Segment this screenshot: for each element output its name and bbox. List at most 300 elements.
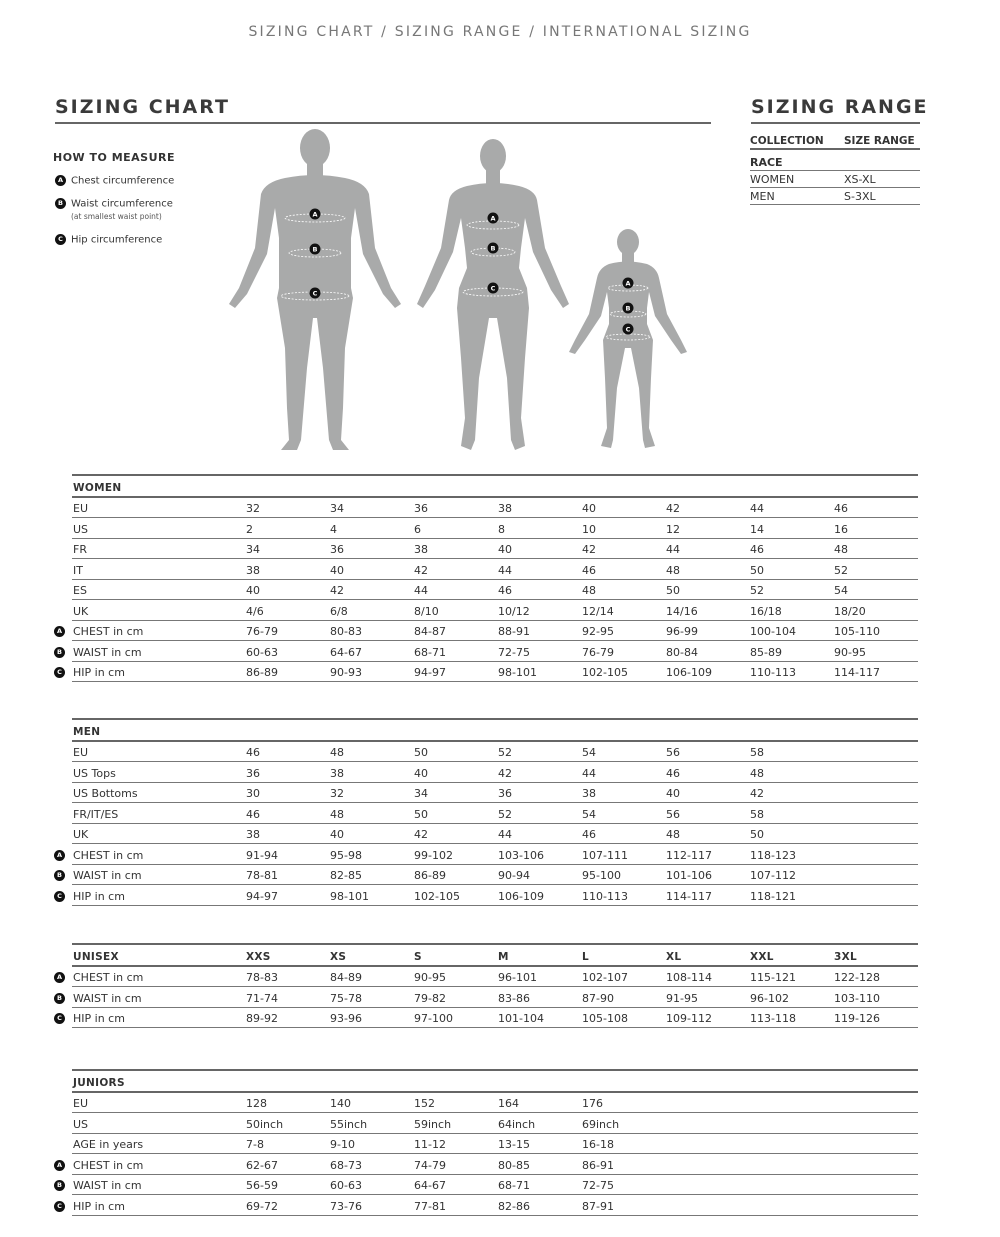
table-cell: 50 (750, 563, 764, 577)
sizing-chart-title: SIZING CHART (55, 96, 230, 118)
table-cell: 48 (582, 584, 596, 597)
table-cell: 91-94 (246, 848, 278, 862)
table-cell: 8 (498, 522, 505, 536)
table-cell: 82-85 (330, 869, 362, 882)
table-cell: 110-113 (750, 666, 796, 679)
table-cell: 105-110 (834, 625, 880, 638)
table-cell: 107-112 (750, 869, 796, 882)
table-cell: 84-87 (414, 625, 446, 638)
body-figures-illustration (215, 128, 705, 458)
table-cell: 38 (330, 766, 344, 780)
size-range-col-header: SIZE RANGE (844, 135, 915, 147)
table-cell: 48 (750, 766, 764, 780)
table-cell: 6 (414, 522, 421, 536)
table-title-row (72, 718, 918, 742)
table-cell: 50 (750, 828, 764, 841)
svg-text:B: B (312, 245, 318, 254)
row-label: CHEST in cm (73, 1158, 144, 1172)
table-cell: 4/6 (246, 604, 264, 618)
table-cell: 83-86 (498, 991, 530, 1005)
table-cell: 32 (330, 787, 344, 800)
table-cell: 60-63 (330, 1179, 362, 1192)
table-cell: 103-110 (834, 991, 880, 1005)
table-row (72, 1093, 918, 1114)
table-cell: 13-15 (498, 1138, 530, 1151)
table-title: WOMEN (73, 481, 122, 494)
svg-text:A: A (625, 279, 631, 288)
svg-text:B: B (625, 304, 631, 313)
table-cell: 14/16 (666, 604, 698, 618)
table-cell: 16 (834, 522, 848, 536)
table-cell: 48 (666, 828, 680, 841)
table-cell: 46 (246, 807, 260, 821)
table-cell: 112-117 (666, 848, 712, 862)
table-cell: 2 (246, 522, 253, 536)
table-row (57, 865, 918, 886)
size-range-cell: S-3XL (844, 190, 876, 203)
table-cell: 106-109 (666, 666, 712, 679)
table-cell: 94-97 (414, 666, 446, 679)
table-cell: 56 (666, 746, 680, 759)
table-cell: 73-76 (330, 1199, 362, 1213)
row-label: FR/IT/ES (73, 807, 119, 821)
table-cell: 76-79 (246, 625, 278, 638)
sizing-range-row (750, 188, 920, 205)
table-cell: 95-100 (582, 869, 621, 882)
table-cell: 34 (414, 787, 428, 800)
table-cell: 36 (498, 787, 512, 800)
legend-waist (55, 198, 173, 221)
table-row (57, 885, 918, 906)
row-label: WAIST in cm (73, 991, 142, 1005)
row-label: US (73, 522, 89, 536)
table-cell: 69inch (582, 1117, 620, 1131)
table-cell: 64-67 (414, 1179, 446, 1192)
table-cell: 68-71 (498, 1179, 530, 1192)
table-cell: 71-74 (246, 991, 278, 1005)
table-cell: 52 (498, 746, 512, 759)
table-cell: 18/20 (834, 604, 866, 618)
table-cell: 96-99 (666, 625, 698, 638)
table-cell: 48 (666, 563, 680, 577)
table-row (56, 1154, 918, 1175)
table-cell: 42 (582, 543, 596, 556)
table-cell: 128 (246, 1097, 267, 1110)
table-cell: 36 (414, 502, 428, 515)
table-cell: 164 (498, 1097, 519, 1110)
table-cell: 50 (666, 584, 680, 597)
legend-chest (55, 175, 174, 187)
legend-hip (55, 234, 162, 246)
legend-hip-label: Hip circumference (71, 234, 163, 246)
waist-badge-icon: B (55, 198, 66, 209)
sizing-range-title: SIZING RANGE (751, 96, 929, 118)
table-cell: 113-118 (750, 1012, 796, 1025)
svg-text:C: C (625, 325, 631, 334)
table-cell: 16/18 (750, 604, 782, 618)
collection-cell: MEN (750, 190, 775, 203)
table-cell: 50 (414, 807, 428, 821)
table-cell: 74-79 (414, 1158, 446, 1172)
table-row (72, 824, 918, 845)
table-cell: 85-89 (750, 645, 782, 659)
female-figure (417, 139, 569, 450)
table-cell: 64inch (498, 1117, 536, 1131)
table-cell: 64-67 (330, 645, 362, 659)
table-row (56, 621, 918, 642)
table-cell: 152 (414, 1097, 435, 1110)
table-cell: 72-75 (498, 645, 530, 659)
table-cell: 114-117 (834, 666, 880, 679)
table-cell: 42 (414, 828, 428, 841)
legend-waist-note: (at smallest waist point) (71, 211, 162, 221)
chest-badge-icon: A (55, 175, 66, 186)
table-cell: 44 (750, 502, 764, 515)
table-cell: 72-75 (582, 1179, 614, 1192)
table-cell: 118-123 (750, 848, 796, 862)
table-title-row (72, 943, 918, 967)
table-title-row (72, 1069, 918, 1093)
table-title: JUNIORS (73, 1076, 125, 1089)
row-label: CHEST in cm (73, 971, 144, 984)
table-row (57, 1008, 918, 1029)
table-cell: 44 (582, 766, 596, 780)
table-cell: 14 (750, 522, 764, 536)
table-cell: 84-89 (330, 971, 362, 984)
race-group-label: RACE (750, 156, 783, 169)
table-cell: 68-71 (414, 645, 446, 659)
table-cell: 103-106 (498, 848, 544, 862)
row-label: AGE in years (73, 1138, 144, 1151)
table-cell: 4 (330, 522, 337, 536)
size-header-cell: L (582, 950, 589, 963)
table-cell: 11-12 (414, 1138, 446, 1151)
table-cell: 16-18 (582, 1138, 614, 1151)
table-cell: 42 (666, 502, 680, 515)
table-title-row (72, 474, 918, 498)
size-header-cell: XXS (246, 950, 271, 963)
table-cell: 9-10 (330, 1138, 355, 1151)
table-cell: 96-101 (498, 971, 537, 984)
table-row (72, 580, 918, 601)
table-cell: 86-89 (414, 869, 446, 882)
men-size-table (56, 718, 918, 906)
table-cell: 79-82 (414, 991, 446, 1005)
table-cell: 140 (330, 1097, 351, 1110)
table-row (72, 783, 918, 804)
women-size-table (56, 474, 918, 682)
svg-text:A: A (490, 214, 496, 223)
size-header-cell: S (414, 950, 422, 963)
sizing-chart-divider (55, 122, 711, 124)
size-header-cell: 3XL (834, 950, 857, 963)
table-cell: 75-78 (330, 991, 362, 1005)
table-cell: 58 (750, 746, 764, 759)
row-label: ES (73, 584, 87, 597)
table-cell: 100-104 (750, 625, 796, 638)
table-row (72, 600, 918, 621)
svg-text:A: A (312, 210, 318, 219)
table-cell: 118-121 (750, 889, 796, 903)
table-cell: 80-85 (498, 1158, 530, 1172)
hip-badge-icon: C (54, 1013, 65, 1024)
table-cell: 52 (498, 807, 512, 821)
table-cell: 40 (666, 787, 680, 800)
table-cell: 95-98 (330, 848, 362, 862)
table-cell: 46 (666, 766, 680, 780)
table-cell: 89-92 (246, 1012, 278, 1025)
sizing-range-divider (751, 122, 920, 124)
chest-marker-icon (488, 213, 499, 224)
table-cell: 107-111 (582, 848, 628, 862)
table-cell: 44 (498, 563, 512, 577)
table-cell: 44 (666, 543, 680, 556)
svg-text:C: C (490, 284, 496, 293)
table-cell: 102-105 (582, 666, 628, 679)
table-cell: 56-59 (246, 1179, 278, 1192)
table-cell: 80-83 (330, 625, 362, 638)
table-cell: 8/10 (414, 604, 439, 618)
table-cell: 10 (582, 522, 596, 536)
junior-figure (569, 229, 687, 448)
table-row (57, 662, 918, 683)
table-cell: 55inch (330, 1117, 368, 1131)
table-cell: 58 (750, 807, 764, 821)
table-title: MEN (73, 725, 101, 738)
table-cell: 76-79 (582, 645, 614, 659)
table-cell: 46 (498, 584, 512, 597)
table-row (72, 1134, 918, 1155)
waist-badge-icon: B (54, 1180, 65, 1191)
table-cell: 59inch (414, 1117, 452, 1131)
table-row (72, 803, 918, 824)
table-cell: 12/14 (582, 604, 614, 618)
table-cell: 90-95 (834, 645, 866, 659)
collection-cell: WOMEN (750, 173, 795, 186)
table-cell: 42 (498, 766, 512, 780)
table-row (56, 967, 918, 988)
row-label: US Tops (73, 766, 116, 780)
table-cell: 101-104 (498, 1012, 544, 1025)
table-cell: 40 (330, 828, 344, 841)
waist-badge-icon: B (54, 993, 65, 1004)
table-cell: 46 (246, 746, 260, 759)
table-cell: 119-126 (834, 1012, 880, 1025)
table-cell: 105-108 (582, 1012, 628, 1025)
table-cell: 40 (582, 502, 596, 515)
table-row (72, 559, 918, 580)
table-cell: 36 (330, 543, 344, 556)
table-cell: 46 (750, 543, 764, 556)
waist-badge-icon: B (54, 870, 65, 881)
table-cell: 87-90 (582, 991, 614, 1005)
chest-badge-icon: A (54, 626, 65, 637)
row-label: US (73, 1117, 89, 1131)
table-cell: 114-117 (666, 889, 712, 903)
table-cell: 40 (246, 584, 260, 597)
sizing-range-row (750, 171, 920, 188)
sizing-range-header (750, 126, 920, 150)
table-cell: 34 (246, 543, 260, 556)
size-range-cell: XS-XL (844, 173, 876, 186)
row-label: FR (73, 543, 87, 556)
table-cell: 86-89 (246, 666, 278, 679)
hip-badge-icon: C (54, 891, 65, 902)
table-cell: 36 (246, 766, 260, 780)
table-cell: 54 (834, 584, 848, 597)
page-header: SIZING CHART / SIZING RANGE / INTERNATIONAL SIZING (248, 24, 752, 40)
table-cell: 109-112 (666, 1012, 712, 1025)
table-cell: 87-91 (582, 1199, 614, 1213)
table-cell: 98-101 (330, 889, 369, 903)
table-cell: 176 (582, 1097, 603, 1110)
chest-marker-icon (623, 278, 634, 289)
size-header-cell: XL (666, 950, 682, 963)
table-cell: 40 (498, 543, 512, 556)
table-cell: 78-81 (246, 869, 278, 882)
table-cell: 88-91 (498, 625, 530, 638)
svg-text:B: B (490, 244, 496, 253)
hip-marker-icon (488, 283, 499, 294)
table-row (72, 742, 918, 763)
table-cell: 106-109 (498, 889, 544, 903)
table-cell: 38 (414, 543, 428, 556)
table-cell: 34 (330, 502, 344, 515)
legend-chest-label: Chest circumference (71, 175, 175, 187)
table-cell: 78-83 (246, 971, 278, 984)
table-cell: 68-73 (330, 1158, 362, 1172)
table-cell: 69-72 (246, 1199, 278, 1213)
chest-badge-icon: A (54, 850, 65, 861)
table-cell: 46 (582, 563, 596, 577)
table-cell: 44 (414, 584, 428, 597)
waist-badge-icon: B (54, 647, 65, 658)
row-label: HIP in cm (73, 666, 125, 679)
table-cell: 48 (330, 807, 344, 821)
table-row (72, 1113, 918, 1134)
table-cell: 102-105 (414, 889, 460, 903)
collection-col-header: COLLECTION (750, 135, 824, 147)
table-cell: 86-91 (582, 1158, 614, 1172)
row-label: EU (73, 502, 89, 515)
table-cell: 122-128 (834, 971, 880, 984)
row-label: EU (73, 746, 89, 759)
size-header-cell: M (498, 950, 509, 963)
waist-marker-icon (488, 243, 499, 254)
table-cell: 12 (666, 522, 680, 536)
hip-badge-icon: C (54, 1201, 65, 1212)
table-cell: 54 (582, 746, 596, 759)
table-row (57, 641, 918, 662)
sizing-range-group (750, 150, 920, 171)
table-cell: 42 (330, 584, 344, 597)
row-label: WAIST in cm (73, 1179, 142, 1192)
table-cell: 102-107 (582, 971, 628, 984)
table-cell: 94-97 (246, 889, 278, 903)
svg-text:C: C (312, 289, 318, 298)
row-label: WAIST in cm (73, 869, 142, 882)
table-cell: 48 (834, 543, 848, 556)
table-cell: 93-96 (330, 1012, 362, 1025)
row-label: IT (73, 563, 83, 577)
chest-badge-icon: A (54, 972, 65, 983)
table-row (72, 762, 918, 783)
row-label: HIP in cm (73, 1012, 125, 1025)
table-cell: 99-102 (414, 848, 453, 862)
table-row (57, 1175, 918, 1196)
table-cell: 50inch (246, 1117, 284, 1131)
table-row (72, 498, 918, 519)
table-cell: 82-86 (498, 1199, 530, 1213)
table-cell: 30 (246, 787, 260, 800)
waist-marker-icon (623, 303, 634, 314)
table-row (56, 844, 918, 865)
sizing-range-table (750, 126, 920, 205)
table-cell: 48 (330, 746, 344, 759)
table-cell: 38 (498, 502, 512, 515)
table-cell: 44 (498, 828, 512, 841)
table-cell: 115-121 (750, 971, 796, 984)
table-cell: 96-102 (750, 991, 789, 1005)
unisex-size-table (56, 943, 918, 1028)
table-cell: 46 (582, 828, 596, 841)
table-cell: 108-114 (666, 971, 712, 984)
table-cell: 90-95 (414, 971, 446, 984)
waist-marker-icon (310, 244, 321, 255)
table-cell: 62-67 (246, 1158, 278, 1172)
row-label: CHEST in cm (73, 625, 144, 638)
table-cell: 90-94 (498, 869, 530, 882)
table-cell: 42 (414, 563, 428, 577)
table-cell: 46 (834, 502, 848, 515)
hip-badge-icon: C (54, 667, 65, 678)
table-cell: 97-100 (414, 1012, 453, 1025)
table-cell: 98-101 (498, 666, 537, 679)
table-cell: 38 (582, 787, 596, 800)
row-label: EU (73, 1097, 89, 1110)
row-label: WAIST in cm (73, 645, 142, 659)
table-cell: 6/8 (330, 604, 348, 618)
table-cell: 38 (246, 828, 260, 841)
table-cell: 80-84 (666, 645, 698, 659)
table-cell: 38 (246, 563, 260, 577)
hip-badge-icon: C (55, 234, 66, 245)
row-label: HIP in cm (73, 1199, 125, 1213)
table-cell: 42 (750, 787, 764, 800)
table-row (72, 539, 918, 560)
table-cell: 52 (834, 563, 848, 577)
row-label: US Bottoms (73, 787, 138, 800)
how-to-measure-heading: HOW TO MEASURE (53, 151, 176, 164)
table-cell: 77-81 (414, 1199, 446, 1213)
table-cell: 110-113 (582, 889, 628, 903)
table-cell: 54 (582, 807, 596, 821)
hip-marker-icon (310, 288, 321, 299)
hip-marker-icon (623, 324, 634, 335)
table-cell: 40 (414, 766, 428, 780)
table-cell: 92-95 (582, 625, 614, 638)
table-cell: 10/12 (498, 604, 530, 618)
table-cell: 7-8 (246, 1138, 264, 1151)
table-cell: 32 (246, 502, 260, 515)
size-header-cell: XS (330, 950, 347, 963)
row-label: HIP in cm (73, 889, 125, 903)
table-cell: 90-93 (330, 666, 362, 679)
size-header-cell: XXL (750, 950, 774, 963)
table-row (57, 1195, 918, 1216)
table-cell: 101-106 (666, 869, 712, 882)
table-cell: 40 (330, 563, 344, 577)
